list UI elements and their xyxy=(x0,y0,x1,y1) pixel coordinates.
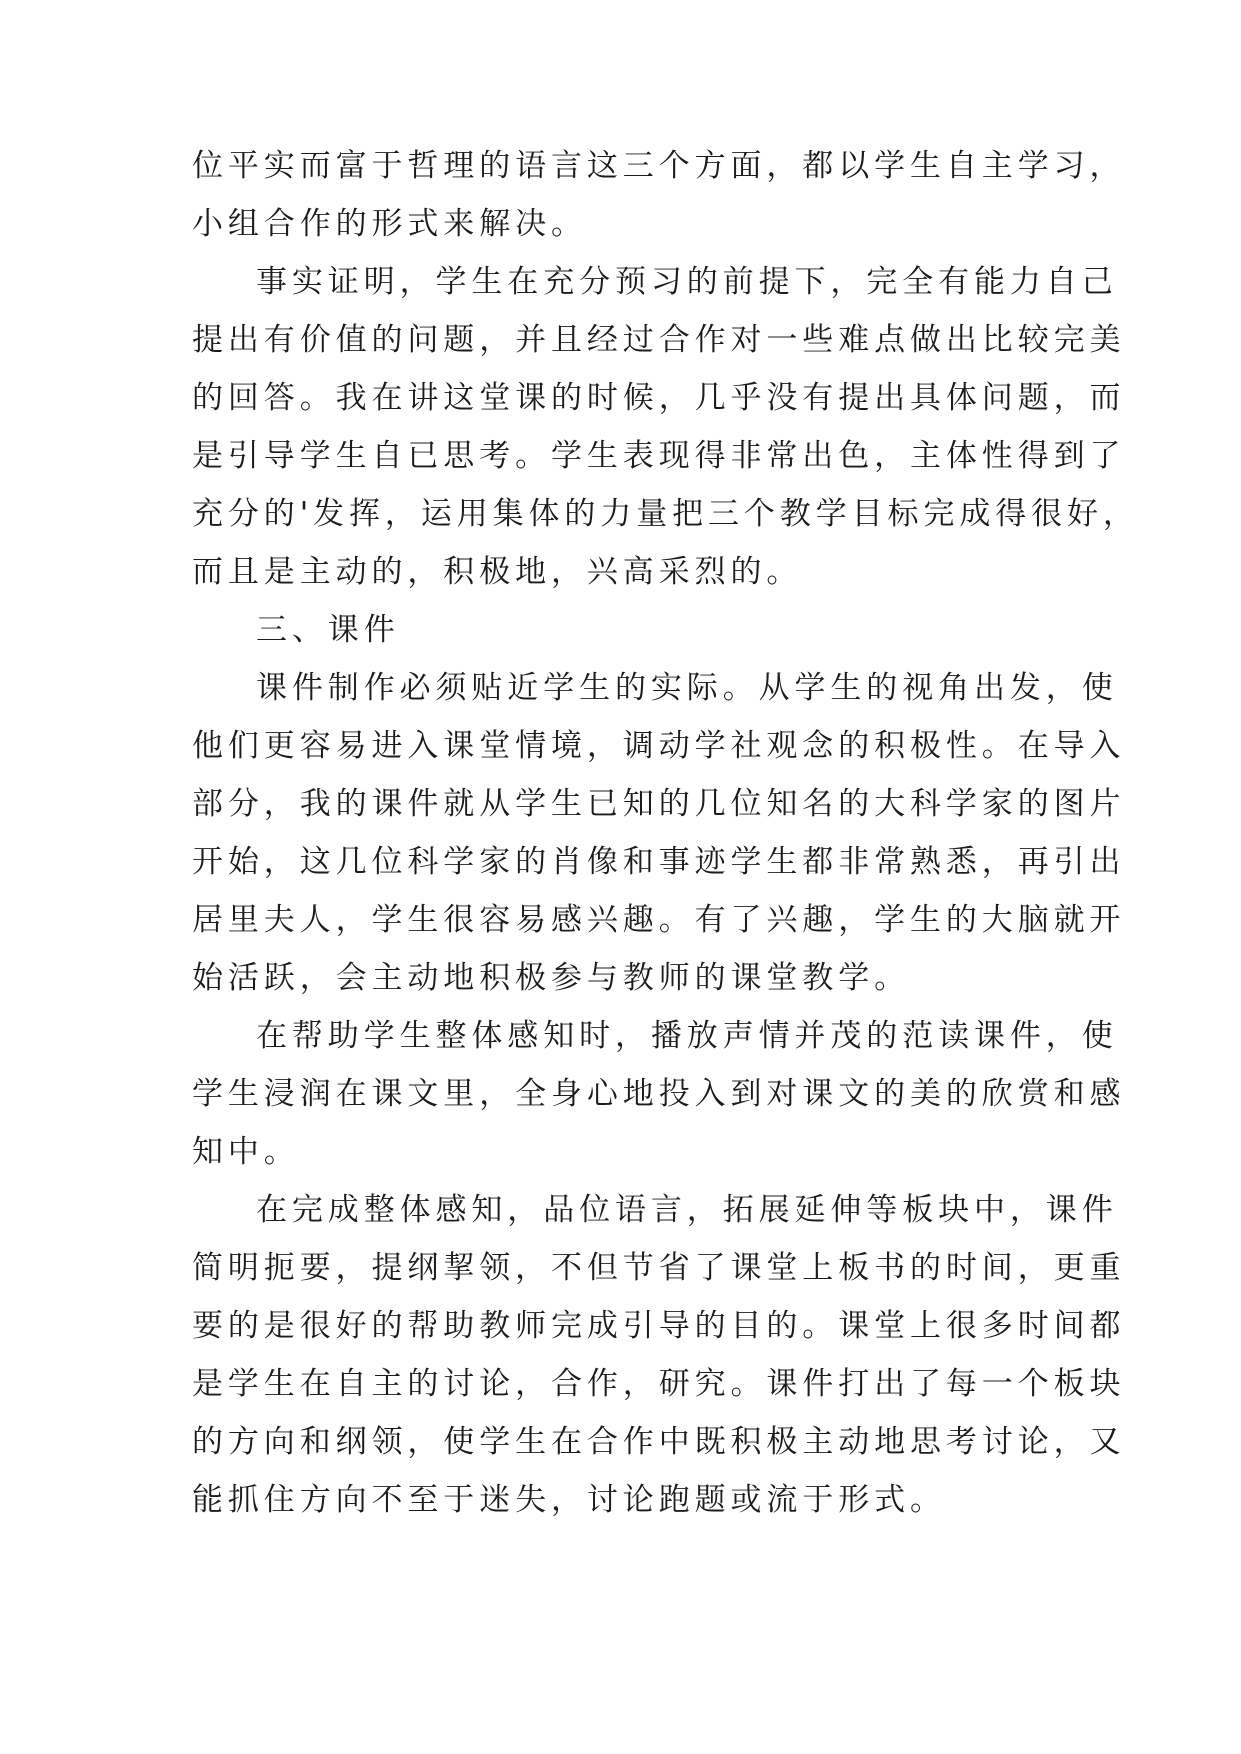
text-line: 而且是主动的，积极地，兴高采烈的。 xyxy=(192,554,803,590)
text-line: 简明扼要，提纲挈领，不但节省了课堂上板书的时间，更重 xyxy=(192,1250,1126,1286)
text-line: 是引导学生自已思考。学生表现得非常出色，主体性得到了 xyxy=(192,438,1126,474)
text-line: 能抓住方向不至于迷失，讨论跑题或流于形式。 xyxy=(192,1482,946,1518)
text-line: 始活跃，会主动地积极参与教师的课堂教学。 xyxy=(192,960,910,996)
text-line: 开始，这几位科学家的肖像和事迹学生都非常熟悉，再引出 xyxy=(192,844,1126,880)
paragraph-start: 事实证明，学生在充分预习的前提下，完全有能力自己 xyxy=(256,264,1118,300)
text-line: 位平实而富于哲理的语言这三个方面，都以学生自主学习， xyxy=(192,148,1126,184)
text-line: 的方向和纲领，使学生在合作中既积极主动地思考讨论，又 xyxy=(192,1424,1126,1460)
paragraph-start: 在完成整体感知，品位语言，拓展延伸等板块中，课件 xyxy=(256,1192,1118,1228)
text-line: 要的是很好的帮助教师完成引导的目的。课堂上很多时间都 xyxy=(192,1308,1126,1344)
text-line: 充分的'发挥，运用集体的力量把三个教学目标完成得很好， xyxy=(192,496,1139,532)
text-line: 小组合作的形式来解决。 xyxy=(192,206,587,242)
text-line: 学生浸润在课文里，全身心地投入到对课文的美的欣赏和感 xyxy=(192,1076,1126,1112)
text-line: 提出有价值的问题，并且经过合作对一些难点做出比较完美 xyxy=(192,322,1126,358)
text-line: 知中。 xyxy=(192,1134,300,1170)
paragraph-start: 课件制作必须贴近学生的实际。从学生的视角出发，使 xyxy=(256,670,1118,706)
section-heading: 三、课件 xyxy=(256,612,400,648)
paragraph-start: 在帮助学生整体感知时，播放声情并茂的范读课件，使 xyxy=(256,1018,1118,1054)
text-line: 的回答。我在讲这堂课的时候，几乎没有提出具体问题，而 xyxy=(192,380,1126,416)
text-line: 他们更容易进入课堂情境，调动学社观念的积极性。在导入 xyxy=(192,728,1126,764)
text-line: 部分，我的课件就从学生已知的几位知名的大科学家的图片 xyxy=(192,786,1126,822)
text-line: 居里夫人，学生很容易感兴趣。有了兴趣，学生的大脑就开 xyxy=(192,902,1126,938)
text-line: 是学生在自主的讨论，合作，研究。课件打出了每一个板块 xyxy=(192,1366,1126,1402)
